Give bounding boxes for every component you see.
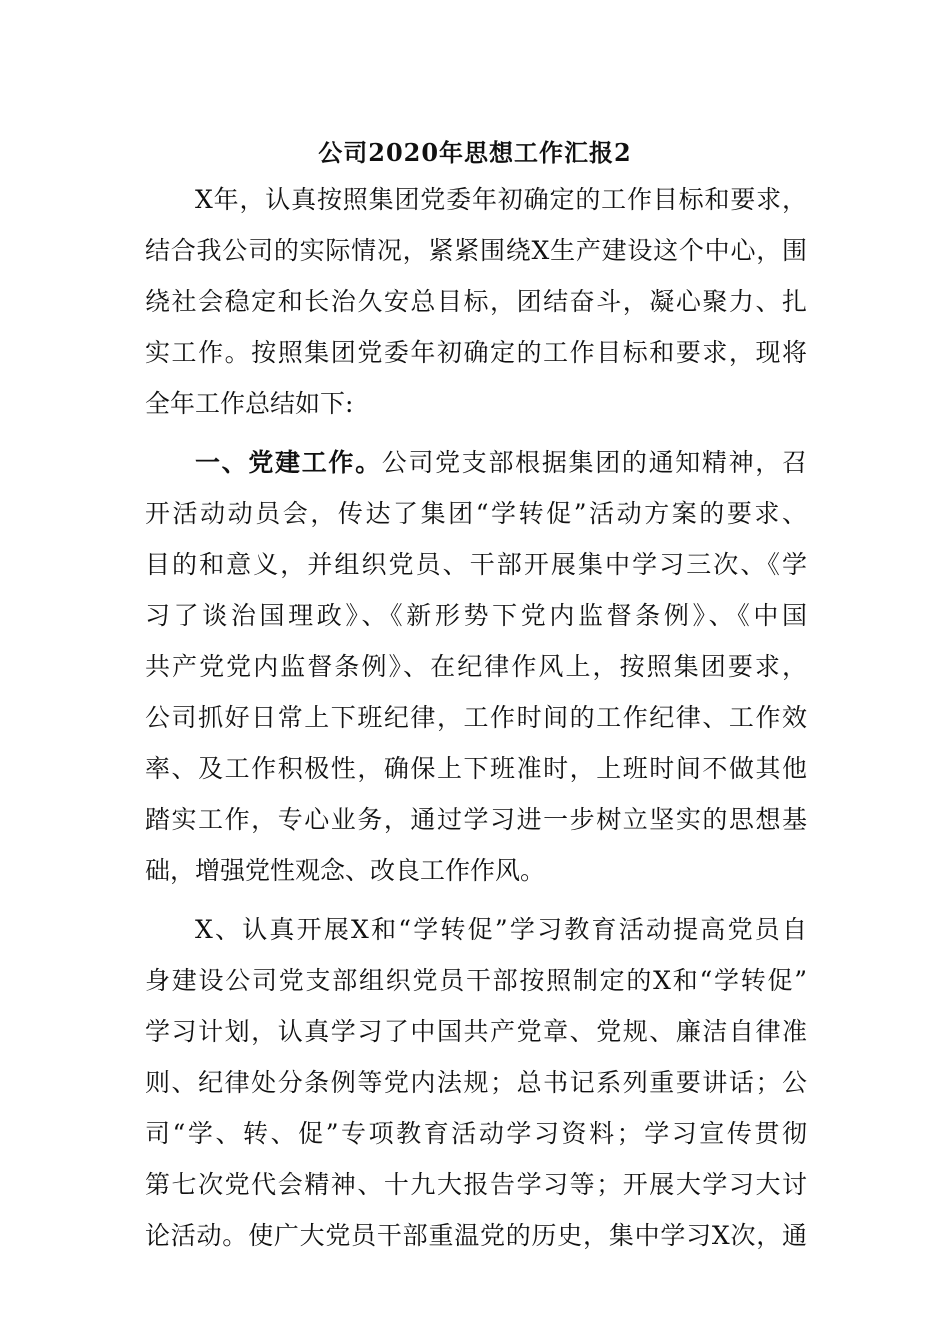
text-line: 论活动。使广大党员干部重温党的历史，集中学习X次，通 (145, 1221, 807, 1250)
text-line: 学习计划，认真学习了中国共产党章、党规、廉洁自律准 (145, 1017, 807, 1046)
text-line: X年，认真按照集团党委年初确定的工作目标和要求， (195, 185, 807, 214)
section-heading: 一、党建工作。 (195, 448, 382, 477)
text-line: 目的和意义，并组织党员、干部开展集中学习三次、《学 (145, 550, 807, 579)
text-line: 率、及工作积极性，确保上下班准时，上班时间不做其他 (145, 754, 807, 783)
text-line: 实工作。按照集团党委年初确定的工作目标和要求，现将 (145, 338, 807, 367)
text-line: 开活动动员会，传达了集团“学转促”活动方案的要求、 (145, 499, 807, 528)
text-line: 司“学、转、促”专项教育活动学习资料；学习宣传贯彻 (145, 1119, 807, 1148)
document-body (145, 180, 807, 1267)
text-line (145, 443, 807, 494)
text-line: 绕社会稳定和长治久安总目标，团结奋斗，凝心聚力、扎 (145, 287, 807, 316)
text-line: 公司抓好日常上下班纪律，工作时间的工作纪律、工作效 (145, 703, 807, 732)
text-line: X、认真开展X和“学转促”学习教育活动提高党员自 (195, 915, 807, 944)
text-line: 踏实工作，专心业务，通过学习进一步树立坚实的思想基 (145, 805, 807, 834)
text-line: 结合我公司的实际情况，紧紧围绕X生产建设这个中心，围 (145, 236, 807, 265)
text-line: 础，增强党性观念、改良工作作风。 (145, 856, 546, 885)
text-line: 身建设公司党支部组织党员干部按照制定的X和“学转促” (145, 966, 807, 995)
document-title: 公司2020年思想工作汇报2 (318, 138, 632, 167)
text-line: 全年工作总结如下: (145, 389, 354, 418)
paragraph-party-building (145, 443, 807, 902)
text-line: 则、纪律处分条例等党内法规；总书记系列重要讲话；公 (145, 1068, 807, 1097)
paragraph-study (145, 910, 807, 1267)
text-line: 第七次党代会精神、十九大报告学习等；开展大学习大讨 (145, 1170, 807, 1199)
text-line: 共产党党内监督条例》、在纪律作风上，按照集团要求， (145, 652, 807, 681)
paragraph-intro (145, 180, 807, 435)
text-line: 习了谈治国理政》、《新形势下党内监督条例》、《中国 (145, 601, 807, 630)
text-span: 公司党支部根据集团的通知精神，召 (381, 448, 807, 477)
